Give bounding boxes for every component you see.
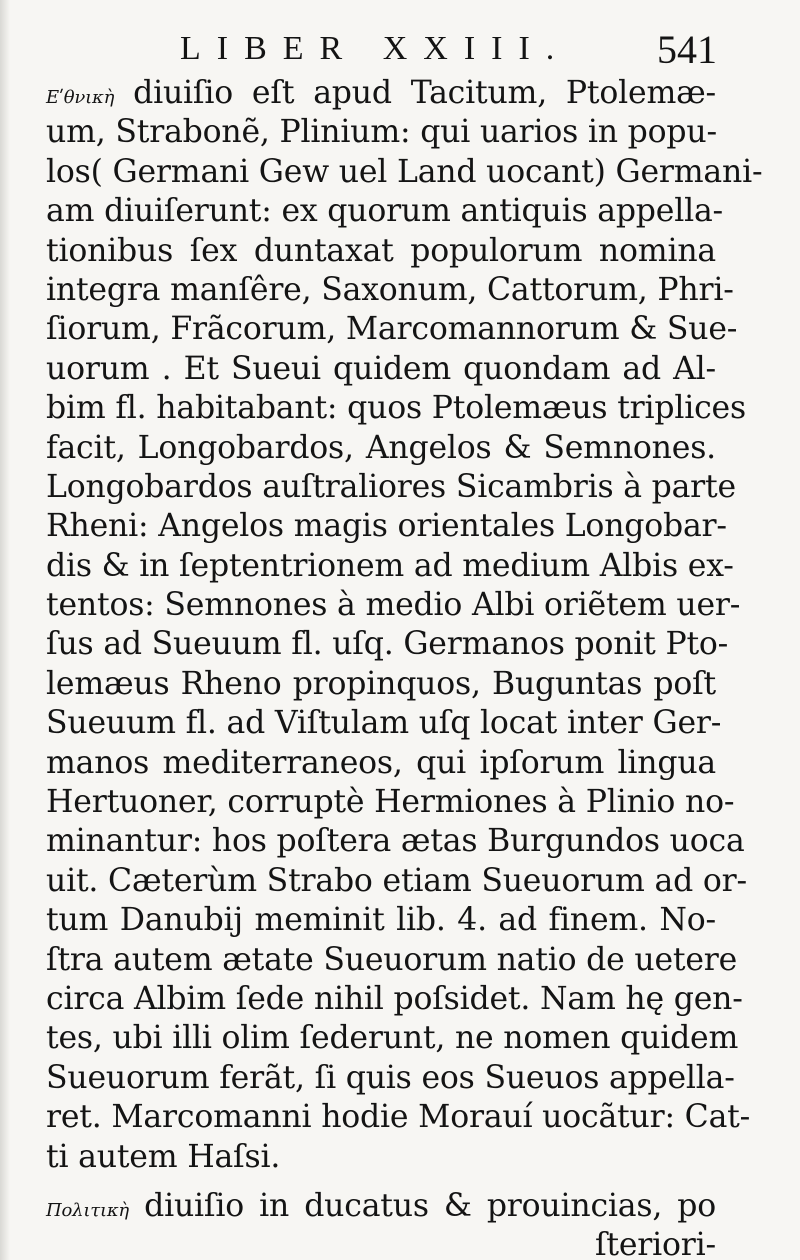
text-line: Rheni: Angelos magis orientales Longobar- [46, 508, 727, 545]
line-text: diuiſio in ducatus & prouincias, po [144, 1187, 716, 1224]
text-line: Hertuoner, corruptè Hermiones à Plinio no- [46, 784, 735, 821]
text-line: ſus ad Sueuum fl. uſq. Germanos ponit Pto- [46, 626, 729, 663]
body-text [46, 74, 763, 1260]
text-line: uorum . Et Sueui quidem quondam ad Al- [46, 350, 716, 387]
text-line: um, Strabonẽ, Plinium: qui uarios in popu- [46, 114, 717, 151]
text-line: ret. Marcomanni hodie Morauí uocãtur: Cat- [46, 1099, 751, 1136]
text-line: dis & in ſeptentrionem ad medium Albis ex- [46, 547, 734, 584]
text-line: manos mediterraneos, qui ipſorum lingua [46, 744, 716, 781]
greek-lead-word: Eʹθνικὴ [46, 87, 115, 108]
text-line: circa Albim ſede nihil poſsidet. Nam hę gen- [46, 980, 743, 1017]
text-line: integra manſêre, Saxonum, Cattorum, Phri- [46, 271, 734, 308]
text-line [46, 74, 716, 113]
text-line: tes, ubi illi olim ſederunt, ne nomen quidem [46, 1020, 739, 1057]
page-number: 541 [657, 27, 717, 72]
paragraph-gap [46, 1177, 716, 1187]
text-line [46, 1187, 716, 1226]
text-line: ti autem Haſsi. [46, 1138, 281, 1175]
text-line: ſiorum, Frãcorum, Marcomannorum & Sue- [46, 311, 738, 348]
text-line: tentos: Semnones à medio Albi oriẽtem uer- [46, 587, 741, 624]
text-line: uit. Cæterùm Strabo etiam Sueuorum ad or- [46, 862, 747, 899]
text-line: los( Germani Gew uel Land uocant) Germani- [46, 153, 763, 190]
text-line: tionibus ſex duntaxat populorum nomina [46, 232, 716, 269]
text-line: lemæus Rheno propinquos, Buguntas poſt [46, 665, 716, 702]
text-line: Longobardos auſtraliores Sicambris à parte [46, 468, 736, 505]
greek-lead-word: Πολιτικὴ [46, 1199, 130, 1221]
text-line: ſteriori- [594, 1227, 716, 1260]
text-line: bim fl. habitabant: quos Ptolemæus triplices [46, 390, 746, 427]
text-line: minantur: hos poſtera ætas Burgundos uoca [46, 823, 745, 860]
text-line: am diuiſerunt: ex quorum antiquis appella- [46, 193, 723, 230]
text-line: facit, Longobardos, Angelos & Semnones. [46, 429, 716, 466]
running-head: LIBER XXIII. [180, 30, 571, 67]
text-line: Sueuum fl. ad Viſtulam uſq locat inter Ger- [46, 705, 722, 742]
page-edge-shadow [0, 0, 10, 1260]
line-text: diuiſio eſt apud Tacitum, Ptolemæ- [133, 75, 716, 111]
text-line: tum Danubij meminit lib. 4. ad finem. No- [46, 902, 716, 939]
text-line: Sueuorum ferãt, ſi quis eos Sueuos appella- [46, 1059, 735, 1096]
text-line: ſtra autem ætate Sueuorum natio de uetere [46, 941, 738, 978]
